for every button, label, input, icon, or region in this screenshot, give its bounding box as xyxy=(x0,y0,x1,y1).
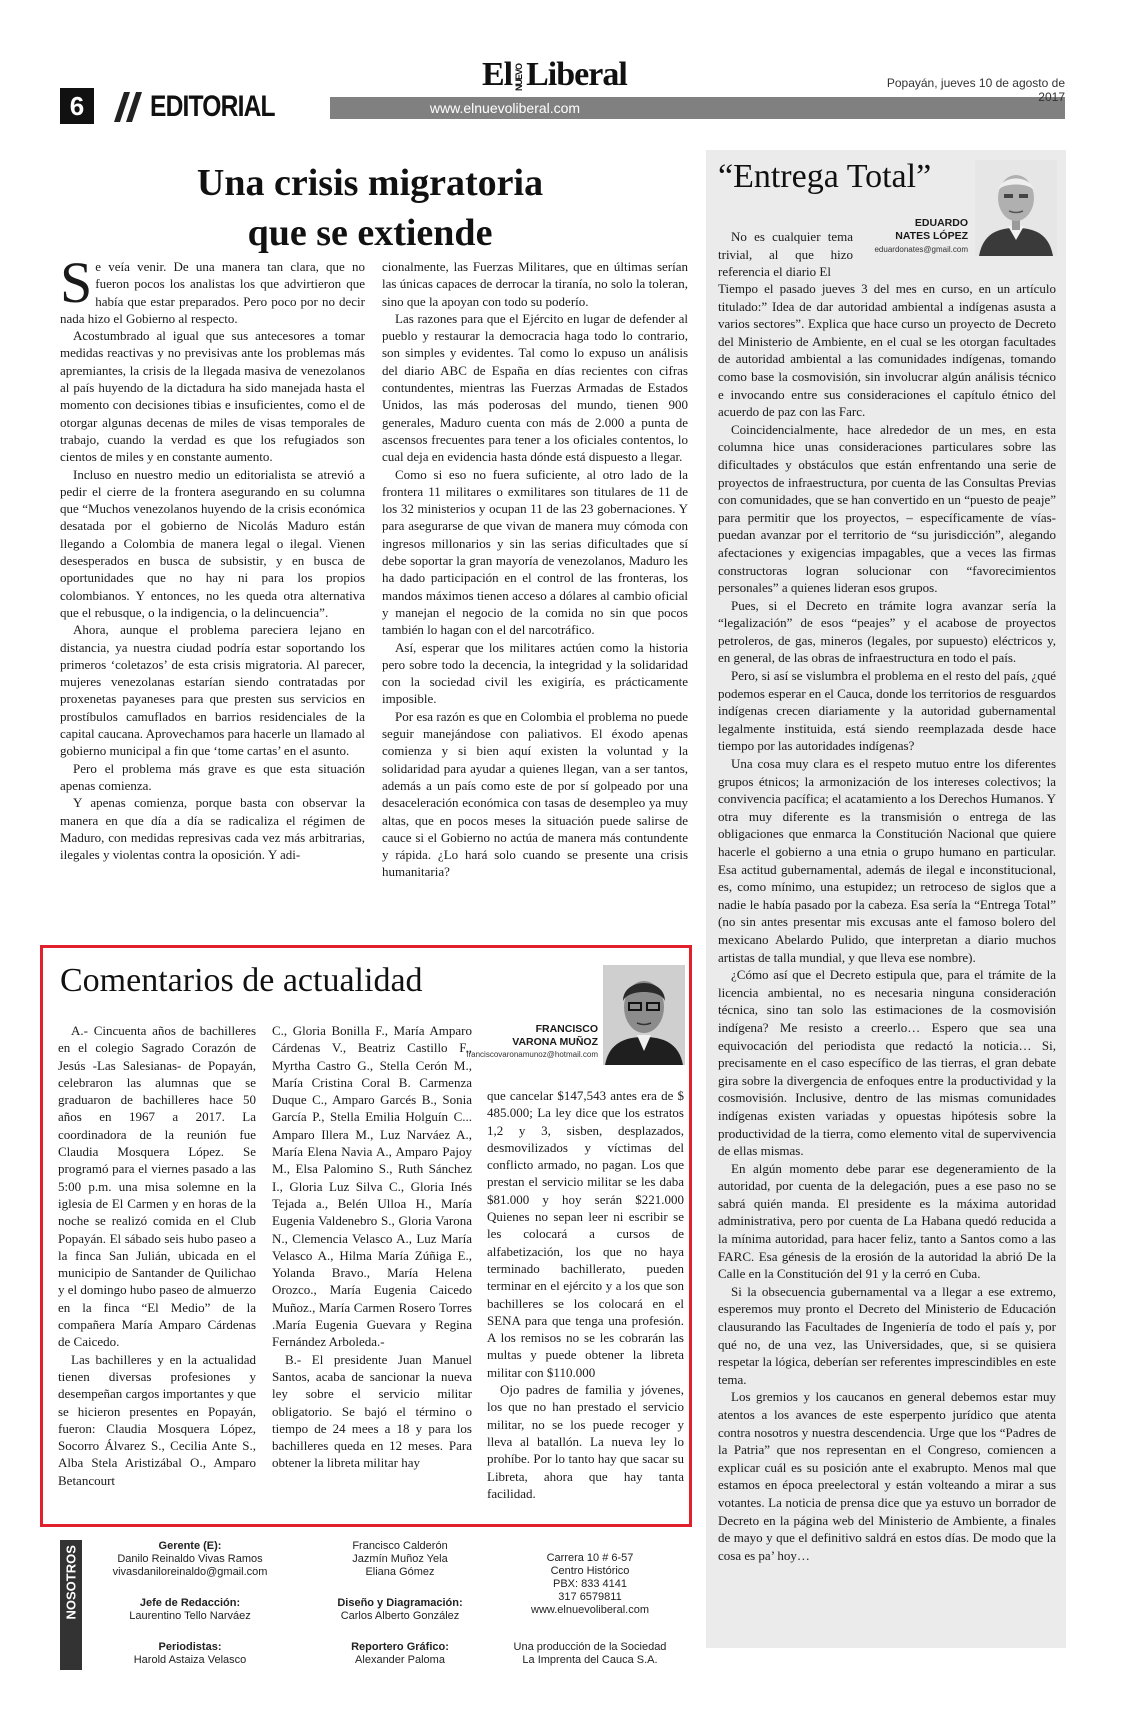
issue-date: Popayán, jueves 10 de agosto de 2017 xyxy=(886,76,1065,104)
section-title: EDITORIAL xyxy=(150,90,275,123)
masthead-url[interactable]: www.elnuevoliberal.com xyxy=(429,100,581,116)
opinion-paragraph: Pues, si el Decreto en trámite logra avanzar sería la “legalización” de esos “peajes” y el acabose de proyectos petroleros, de gas, mineros (legales, por supuesto) eléctricos y, en general, de las obras de infraestructura en todo el país. xyxy=(718,597,1056,666)
editorial-paragraph: Así, esperar que los militares actúen como la historia pero sobre todo la decencia, la integridad y la solidaridad con la sociedad civil les exigiría, es prácticamente imposible. xyxy=(382,639,688,707)
opinion-paragraph: En algún momento debe parar ese degeneramiento de la autoridad, por cuenta de la delegación, pues a ese paso no se sabrá quién manda. El presidente es la máxima autoridad administrativa, pero por cuenta de La Habana quedó reducida a la mínima autoridad, para hacer feliz, tanto a Santos como a las FARC. Esa génesis de la erosión de la autoridad la abrió De la Calle en la Constitución del 91 y la cerró en Cuba. xyxy=(718,1160,1056,1282)
comments-paragraph: C., Gloria Bonilla F., María Amparo Cárdenas V., Beatriz Castillo F., Myrtha Castro G., Stella Cerón M., María Cristina Coral B. Carmenza Duque C., Amparo Garcés B., Sonia García P., Stella Emilia Holguín C... Amparo Illera M., Luz Narváez A., María Elena Navia A., Amparo Pajoy M., Elsa Palomino S., Ruth Sánchez I., Gloria Luz Silva C., Gloria Inés Tejada a., Belén Ulloa H., María Eugenia Valdenebro S., Gloria Varona N., Clemencia Velasco A., Luz María Velasco A., Hilma María Zúñiga E., Yolanda Bravo., María Helena Orozco., María Eugenia Caicedo Muñoz., María Carmen Rosero Torres .María Eugenia Guevara y Regina Fernández Arboleda.- xyxy=(272,1023,472,1350)
opinion-paragraph: Una cosa muy clara es el respeto mutuo entre los diferentes grupos étnicos; la armonización de los intereses colectivos; la convivencia pacífica; el acatamiento a los Derechos Humanos. Y otra muy diferente es la transmisión o entrega de las obligaciones que enmarca la Constitución Nacional que quiere hacerle el gobierno a una etnia o grupo humano en particular. Esa actitud gubernamental, además de ilegal e inconstitucional, es, como mínimo, una estupidez; un retroceso de siglos que a nadie le había pasado por la cabeza. Esa sería la “Entrega Total” (no sin antes presentar mis excusas ante el famoso bolero del mexicano Abelardo Pulido, que interpretan a diario muchos artistas de talla mundial, y que lleva ese nombre). xyxy=(718,756,1056,965)
editorial-paragraph: Por esa razón es que en Colombia el problema no puede seguir manejándose con paliativos. El éxodo apenas comienza y si bien aquí existen la voluntad y la solidaridad para ayudar a quienes llegan, van a ser tantos, además a un país como este de por sí golpeado por una desaceleración económica con tasas de desempleo ya muy altas, que en pocos meses la situación puede salirse de cauce si el Gobierno no actúa de manera más contundente y rápida. ¿Lo hará solo cuando se presente una crisis humanitaria? xyxy=(382,708,688,880)
comments-paragraph: que cancelar $147,543 antes era de $ 485.000; La ley dice que los estratos 1,2 y 3, sisben, desplazados, desmovilizados y víctimas del conflicto armado, no pagan. Los que prestan el servicio militar se les daba $81.000 y hoy serán $221.000 Quienes no sepan leer ni escribir se les colocará a cursos de alfabetización, los que no haya terminado bachillerato, pueden terminar en el ejército y a los que son bachilleres se los colocará en el SENA para que tenga una profesión. A los remisos no se les cobrarán las multas y puede obtener la libreta militar con $110.000 xyxy=(487,1088,684,1380)
author-photo xyxy=(975,160,1057,256)
editorial-paragraph: cionalmente, las Fuerzas Militares, que en últimas serían las únicas capaces de derrocar la tiranía, no solo la toleran, sino que la apoyan con todo su poderío. xyxy=(382,259,688,309)
editorial-paragraph: Y apenas comienza, porque basta con observar la manera en que día a día se radicaliza el régimen de Maduro, con medidas represivas cada vez más arbitrarias, ilegales y violentas contra la oposición. Y adi- xyxy=(60,795,365,863)
comments-title: Comentarios de actualidad xyxy=(60,962,423,999)
opinion-lead: No es cualquier tema trivial, al que hizo referencia el diario El xyxy=(718,229,853,279)
comments-author-email[interactable]: franciscovaronamunoz@hotmail.com xyxy=(466,1050,598,1059)
editorial-paragraph: Ahora, aunque el problema pareciera lejano en distancia, ya nuestra ciudad podría estar soportando los primeros ‘coletazos’ de esta crisis migratoria. Al parecer, mujeres venezolanas estarían siendo contratadas por proxenetas payaneses para que presten sus servicios en prostíbulos camuflados en barrios residenciales de la capital caucana. Aprovechamos para hacerle un llamado al gobierno municipal a fin que ‘tome cartas’ en el asunto. xyxy=(60,622,365,759)
newspaper-logo xyxy=(482,56,627,94)
comments-column-3 xyxy=(487,1087,684,1502)
credits-gerente: Gerente (E): Danilo Reinaldo Vivas Ramos vivasdaniloreinaldo@gmail.com xyxy=(112,1540,268,1578)
opinion-column-title: “Entrega Total” xyxy=(718,158,932,195)
credits-production: Una producción de la Sociedad La Imprenta del Cauca S.A. xyxy=(513,1641,667,1666)
comments-paragraph: Ojo padres de familia y jóvenes, los que no han prestado el servicio militar, no se los puede recoger y lleva al batallón. La nueva ley lo prohíbe. Por lo tanto hay que sacar su Libreta, ahora que hay tanta facilidad. xyxy=(487,1382,684,1501)
opinion-paragraph: Pero, si así se vislumbra el problema en el resto del país, ¿qué podemos esperar en el Cauca, donde los territorios de resguardos indígenas crecen diariamente y la autoridad gubernamental legalmente instituida, está siendo reemplazada desde hace tiempo por las autoridades indígenas? xyxy=(718,668,1056,754)
editorial-paragraph: Se veía venir. De una manera tan clara, que no fueron pocos los analistas los que advirtieron que había que estar preparados. Pero poco por no decir nada hizo el Gobierno al respecto. xyxy=(60,250,365,326)
editorial-headline xyxy=(130,158,610,258)
comments-paragraph: B.- El presidente Juan Manuel Santos, acaba de sancionar la nueva ley sobre el servicio militar obligatorio. Se bajó el término o tiempo de 24 mees a 18 y para los bachilleres queda en 12 meses. Para obtener la libreta militar hay xyxy=(272,1351,472,1471)
comments-author-photo xyxy=(603,965,685,1065)
comments-paragraph: Las bachilleres y en la actualidad tienen diversas profesiones y desempeñan cargos importantes y que se hicieron presentes en Popayán, fueron: Claudia Mosquera López, Socorro Álvarez S., Cecilia Ante S., Alba Stela Aristizábal O., Amparo Betancourt xyxy=(58,1351,256,1488)
opinion-author: EDUARDO NATES LÓPEZ xyxy=(895,217,968,242)
credits-label xyxy=(64,1584,79,1620)
credits-reportero: Reportero Gráfico: Alexander Paloma xyxy=(351,1641,449,1666)
credits-url[interactable]: www.elnuevoliberal.com xyxy=(531,1604,649,1616)
comments-column-2 xyxy=(272,1022,472,1472)
logo-nuevo: NUEVO xyxy=(514,63,525,91)
opinion-body xyxy=(718,280,1056,1564)
comments-author: FRANCISCO VARONA MUÑOZ xyxy=(512,1023,598,1048)
opinion-paragraph: Si la obsecuencia gubernamental va a llegar a ese extremo, esperemos muy pronto el Decreto del Ministerio de Educación clausurando las Facultades de Ingeniería de todo el país y, por qué no, de una vez, las Universidades, que, si se quisiera respetar la lógica, deberían ser referentes imprescindibles en este tema. xyxy=(718,1283,1056,1387)
drop-cap: S xyxy=(60,250,93,315)
editorial-paragraph: Acostumbrado al igual que sus antecesores a tomar medidas reactivas y no previsivas ante los problemas más apremiantes, la crisis de la llegada masiva de venezolanos al país huyendo de la dictadura ha sido manejada hasta el momento con decisiones tibias e insuficientes, como el de otorgar algunas decenas de miles de visas temporales de trabajo, cuando la verdad es que los refugiados son cientos de miles y en constante aumento. xyxy=(60,328,365,465)
credits-address: Carrera 10 # 6-57 Centro Histórico PBX: 833 4141 317 6579811 www.elnuevoliberal.com xyxy=(505,1552,675,1617)
opinion-paragraph: Tiempo el pasado jueves 3 del mes en curso, en un artículo titulado:” Idea de dar autoridad ambiental a indígenas asusta a varios sectores”. Explica que hace curso un proyecto de Decreto del Ministerio de Ambiente, en el cual se les otorgan facultades de autoridad ambiental a las comunidades indígenas, tomando como base la cosmovisión, sin involucrar algún análisis técnico e invocando entre sus consideraciones el capítulo étnico del acuerdo de paz con las Farc. xyxy=(718,281,1056,420)
opinion-paragraph: Coincidencialmente, hace alrededor de un mes, en esta columna hice unas consideraciones particulares sobre las dificultades y obstáculos que están enfrentando una serie de proyectos de infraestructura, por cuenta de las Consultas Previas con comunidades, que se han convertido en un “puesto de peaje” para permitir que los proyectos, – específicamente de vías- puedan avanzar por el territorio de “su jurisdicción”, alegando afectaciones y exigencias impagables, que a veces las firmas constructoras logran solucionar con “favorecimientos personales” a quienes lideran esos grupos. xyxy=(718,421,1056,596)
credits-diseno: Diseño y Diagramación: Carlos Alberto González xyxy=(337,1597,463,1622)
credits-jefe: Jefe de Redacción: Laurentino Tello Narváez xyxy=(129,1597,251,1622)
opinion-author-email[interactable]: eduardonates@gmail.com xyxy=(874,245,968,254)
editorial-headline-line2: que se extiende xyxy=(247,212,493,254)
logo-liberal: Liberal xyxy=(526,56,627,93)
page-number: 6 xyxy=(60,88,94,124)
editorial-column-2 xyxy=(382,258,688,881)
editorial-column-1 xyxy=(60,250,365,863)
editorial-paragraph: Como si eso no fuera suficiente, al otro lado de la frontera 11 militares o exmilitares son titulares de 11 de los 32 ministerios y ocupan 11 de las 23 gobernaciones. Y para asegurarse de que vivan de manera muy cómoda con ingresos millonarios y sin las serias dificultades que sí debe soportar la gran mayoría de venezolanos, Maduro les ha dado participación en el control de las fronteras, los mandos máximos tienen acceso a dólares al cambio oficial y manejan el negocio de la comida no sin que pocos también lo hagan con el del narcotráfico. xyxy=(382,466,688,638)
editorial-headline-line1: Una crisis migratoria xyxy=(196,162,544,204)
editorial-paragraph: Las razones para que el Ejército en lugar de defender al pueblo y restaurar la democracia haga todo lo contrario, son simples y evidentes. Tal como lo expuso un análisis del diario ABC de España en días recientes con cifras contundentes, mientras las Fuerzas Armadas de Estados Unidos, las más poderosas del mundo, tienen 900 generales, Maduro cuenta con más de 2.000 a punta de ascensos frecuentes para tener a los oficiales contentos, lo cual deja en evidencia hasta dónde está dispuesto a llegar. xyxy=(382,310,688,465)
credits-periodistas: Periodistas: Harold Astaiza Velasco xyxy=(133,1641,247,1666)
comments-column-1 xyxy=(58,1022,256,1489)
editorial-paragraph: Incluso en nuestro medio un editorialista se atrevió a pedir el cierre de la frontera asegurando en su columna que “Muchos venezolanos huyendo de la crisis económica desatada por el gobierno de Nicolás Maduro están llegando a Colombia de manera legal o ilegal. Vienen desesperados en busca de subsistir, y en busca de oportunidades que no hay ni para los propios colombianos. Y entonces, no les queda otra alternativa que el rebusque, o la indigencia, o la delincuencia”. xyxy=(60,466,365,620)
editorial-paragraph: Pero el problema más grave es que esta situación apenas comienza. xyxy=(60,760,365,793)
section-slash-decoration xyxy=(110,88,148,124)
credits-staff: Francisco Calderón Jazmín Muñoz Yela Eliana Gómez xyxy=(352,1540,448,1578)
comments-paragraph: A.- Cincuenta años de bachilleres en el colegio Sagrado Corazón de Jesús -Las Salesianas- de Popayán, celebraron las alumnas que se graduaron de bachilleres hace 50 años en 1967 a 2017. La coordinadora de la reunión fue Claudia Mosquera López. Se programó para el viernes pasado a las 5:00 p.m. una misa solemne en la iglesia de El Carmen y en horas de la noche se realizó comida en el Club Popayán. El sábado seis hubo paseo a la finca San Julián, ubicada en el municipio de Santander de Quilichao y el domingo hubo paseo de almuerzo en la finca “El Medio” de la compañera María Amparo Cárdenas de Caicedo. xyxy=(58,1023,256,1350)
opinion-paragraph: ¿Cómo así que el Decreto estipula que, para el trámite de la licencia ambiental, no es necesaria ninguna consideración técnica, sino tan solo las estimaciones de la cosmovisión indígena? Me resisto a creerlo… Espero que sea una equivocación del periodista que redactó la noticia… Si, precisamente en el caso específico de las tierras, el gran debate gira sobre la divergencia de enfoques entre la productividad y la cosmovisión. Inclusive, dentro de las mismas comunidades indígenas existen variadas y opuestas hipótesis sobre la productividad de la tierra, como elemento vital de supervivencia de ellas mismas. xyxy=(718,967,1056,1159)
opinion-paragraph: Los gremios y los caucanos en general debemos estar muy atentos a los avances de este esperpento jurídico que atenta contra nosotros y nuestra descendencia. Urge que los “Padres de la Patria” que nos representan en el Congreso, comiencen a explicar cuál es su posición ante el exabrupto. Menos mal que estamos en época preelectoral y están volteando a mirar a sus votantes. La noticia de prensa dice que ya estuvo un borrador de Decreto en la página web del Ministerio de Ambiente, a finales de mayo y que el definitivo saldrá en estos días. De modo que la cosa es pa’ hoy… xyxy=(718,1389,1056,1563)
logo-el: El xyxy=(482,56,513,93)
